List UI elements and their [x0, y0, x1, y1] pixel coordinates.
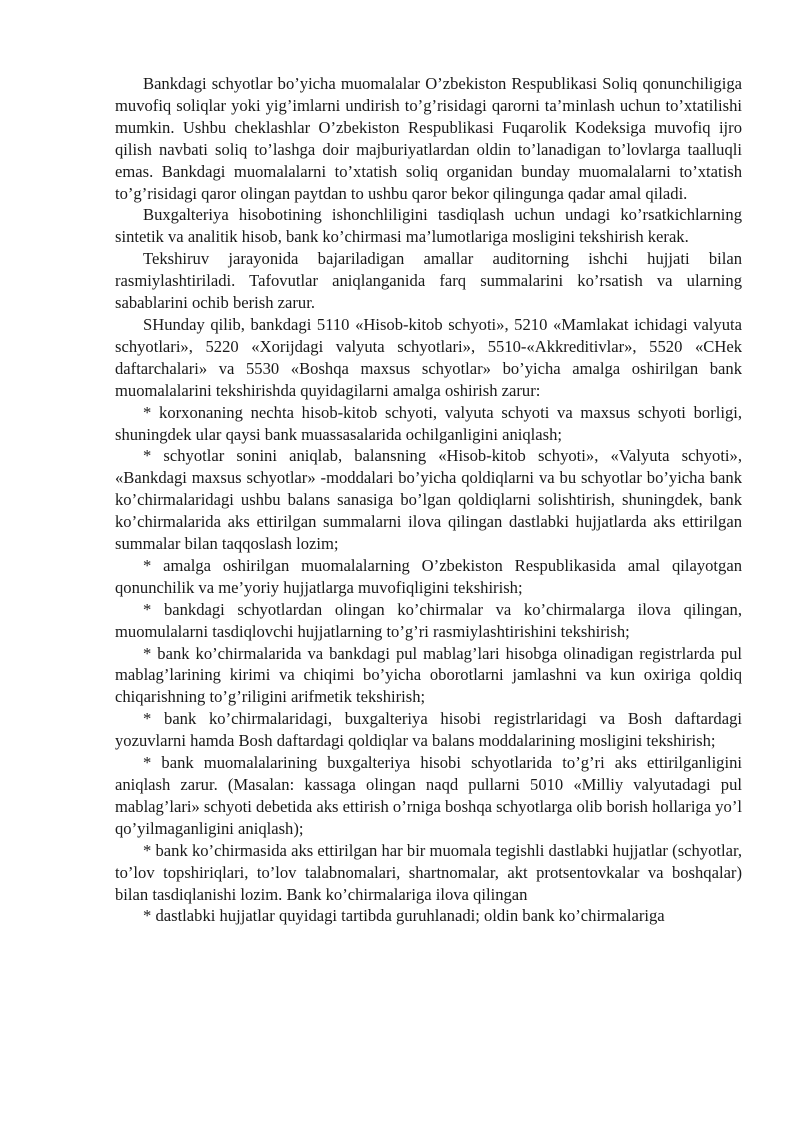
list-item: * schyotlar sonini aniqlab, balansning «Hisob-kitob schyoti», «Valyuta schyoti», «Bankdagi maxsus schyotlar» -moddalari bo’yicha qoldiqlarni va bu schyotlar bo’yicha bank ko’chirmalaridagi ushbu balans sanasiga bo’lgan qoldiqlarni solishtirish, shuningdek, bank ko’chirmalarida aks ettirilgan summalarni ilova qilingan dastlabki hujjatlarda aks ettirilgan summalar bilan taqqoslash lozim;: [115, 446, 742, 554]
list-item: * bank ko’chirmalarida va bankdagi pul mablag’lari hisobga olinadigan registrlarda pul mablag’larining kirimi va chiqimi bo’yicha oborotlarni jamlashni va kun oxiriga qoldiq chiqarishning to’g’riligini arifmetik tekshirish;: [115, 643, 742, 707]
list-item: * bankdagi schyotlardan olingan ko’chirmalar va ko’chirmalarga ilova qilingan, muomulalarni tasdiqlovchi hujjatlarning to’g’ri rasmiylashtirishini tekshirish;: [115, 599, 742, 641]
list-item: * dastlabki hujjatlar quyidagi tartibda guruhlanadi; oldin bank ko’chirmalariga: [143, 906, 665, 926]
list-item: * amalga oshirilgan muomalalarning O’zbekiston Respublikasida amal qilayotgan qonunchilik va me’yoriy hujjatlarga muvofiqligini tekshirish;: [115, 555, 742, 597]
list-item: * bank ko’chirmalaridagi, buxgalteriya hisobi registrlaridagi va Bosh daftardagi yozuvlarni hamda Bosh daftardagi qoldiqlar va balans moddalarining mosligini tekshirish;: [115, 709, 742, 751]
list-item: * bank muomalalarining buxgalteriya hisobi schyotlarida to’g’ri aks ettirilganligini aniqlash zarur. (Masalan: kassaga olingan naqd pullarni 5010 «Milliy valyutadagi pul mablag’lari» schyoti debetida aks ettirish o’rniga boshqa schyotlarga olib borish hollariga yo’l qo’yilmaganligini aniqlash);: [115, 753, 742, 838]
paragraph-accounts-summary: SHunday qilib, bankdagi 5110 «Hisob-kitob schyoti», 5210 «Mamlakat ichidagi valyuta schyotlari», 5220 «Xorijdagi valyuta schyotlari», 5510-«Akkreditivlar», 5520 «CHek daftarchalari» va 5530 «Boshqa maxsus schyotlar» bo’yicha amalga oshirilgan bank muomalalarini tekshirishda quyidagilarni amalga oshirish zarur:: [115, 314, 742, 400]
list-item: * bank ko’chirmasida aks ettirilgan har bir muomala tegishli dastlabki hujjatlar (schyotlar, to’lov topshiriqlari, to’lov talabnomalari, shartnomalar, akt protsentovkalar va boshqalar) bilan tasdiqlanishi lozim. Bank ko’chirmalariga ilova qilingan: [115, 840, 742, 904]
document-page: [115, 73, 742, 927]
paragraph-reliability: Buxgalteriya hisobotining ishonchliligini tasdiqlash uchun undagi ko’rsatkichlarning sintetik va analitik hisob, bank ko’chirmasi ma’lumotlariga mosligini tekshirish kerak.: [115, 205, 742, 247]
paragraph-audit-process: Tekshiruv jarayonida bajariladigan amallar auditorning ishchi hujjati bilan rasmiylashtiriladi. Tafovutlar aniqlanganida farq summalarini ko’rsatish va ularning sabablarini ochib berish zarur.: [115, 249, 742, 313]
paragraph-intro: Bankdagi schyotlar bo’yicha muomalalar O’zbekiston Respublikasi Soliq qonunchiligiga muvofiq soliqlar yoki yig’imlarni undirish to’g’risidagi qarorni ta’minlash uchun to’xtatilishi mumkin. Ushbu cheklashlar O’zbekiston Respublikasi Fuqarolik Kodeksiga muvofiq ijro qilish navbati soliq to’lashga doir majburiyatlardan oldin to’lanadigan to’lovlarga taalluqli emas. Bankdagi muomalalarni to’xtatish soliq organidan bunday muomalalarni to’xtatish to’g’risidagi qaror olingan paytdan to ushbu qaror bekor qilingunga qadar amal qiladi.: [115, 74, 742, 203]
list-item: * korxonaning nechta hisob-kitob schyoti, valyuta schyoti va maxsus schyoti borligi, shuningdek ular qaysi bank muassasalarida ochilganligini aniqlash;: [115, 402, 742, 444]
